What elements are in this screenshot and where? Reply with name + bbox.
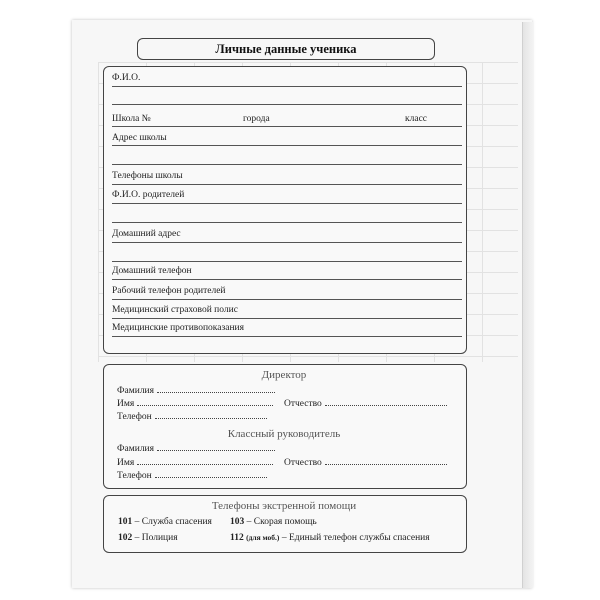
emergency-label: – Скорая помощь <box>246 517 317 527</box>
emergency-note: (для моб.) <box>246 533 280 542</box>
line-parents-work-phone[interactable] <box>112 299 462 300</box>
line-fio-2[interactable] <box>112 104 462 105</box>
emergency-number: 112 <box>230 533 244 543</box>
line-school-address-2[interactable] <box>112 164 462 165</box>
teacher-surname-field[interactable] <box>157 443 275 451</box>
label-fio: Ф.И.О. <box>112 73 141 83</box>
director-phone-field[interactable] <box>155 411 267 419</box>
class-teacher-heading: Классный руководитель <box>227 428 341 440</box>
emergency-label: – Единый телефон службы спасения <box>281 533 430 543</box>
label-school-address: Адрес школы <box>112 133 167 143</box>
teacher-surname-row[interactable] <box>117 443 275 454</box>
director-patronymic-field[interactable] <box>325 398 447 406</box>
teacher-patronymic-field[interactable] <box>325 457 447 465</box>
director-patronymic-label: Отчество <box>284 399 322 409</box>
label-city: города <box>243 114 270 124</box>
paper-edge <box>522 22 533 588</box>
teacher-name-row[interactable] <box>117 457 273 468</box>
label-parents-fio: Ф.И.О. родителей <box>112 190 185 200</box>
teacher-phone-label: Телефон <box>117 471 152 481</box>
line-parents-fio-2[interactable] <box>112 222 462 223</box>
label-school-no: Школа № <box>112 114 151 124</box>
emergency-heading: Телефоны экстренной помощи <box>211 500 357 512</box>
label-grade: класс <box>405 114 428 124</box>
line-school-address[interactable] <box>112 145 462 146</box>
director-surname-field[interactable] <box>157 385 275 393</box>
teacher-patronymic-row[interactable] <box>284 457 447 468</box>
teacher-name-label: Имя <box>117 458 135 468</box>
line-school-phones[interactable] <box>112 184 462 185</box>
emergency-item-103 <box>230 517 317 527</box>
teacher-phone-field[interactable] <box>155 470 267 478</box>
director-surname-row[interactable] <box>117 385 275 396</box>
line-insurance[interactable] <box>112 318 462 319</box>
line-home-address-2[interactable] <box>112 261 462 262</box>
line-parents-fio[interactable] <box>112 203 462 204</box>
label-school-phones: Телефоны школы <box>112 171 183 181</box>
teacher-phone-row[interactable] <box>117 470 267 481</box>
label-contraindications: Медицинские противопоказания <box>112 323 244 333</box>
director-name-field[interactable] <box>137 398 273 406</box>
emergency-item-102 <box>118 533 178 543</box>
label-insurance: Медицинский страховой полис <box>112 305 238 315</box>
director-surname-label: Фамилия <box>117 386 155 396</box>
label-home-phone: Домашний телефон <box>112 266 192 276</box>
teacher-name-field[interactable] <box>137 457 273 465</box>
teacher-surname-label: Фамилия <box>117 444 155 454</box>
emergency-number: 101 <box>118 517 133 527</box>
emergency-number: 103 <box>230 517 245 527</box>
label-home-address: Домашний адрес <box>112 229 181 239</box>
director-phone-label: Телефон <box>117 412 152 422</box>
emergency-number: 102 <box>118 533 133 543</box>
emergency-label: – Служба спасения <box>134 517 212 527</box>
line-school[interactable] <box>112 126 462 127</box>
line-home-address[interactable] <box>112 242 462 243</box>
emergency-item-101 <box>118 517 212 527</box>
label-parents-work-phone: Рабочий телефон родителей <box>112 286 226 296</box>
teacher-patronymic-label: Отчество <box>284 458 322 468</box>
emergency-label: – Полиция <box>134 533 178 543</box>
director-name-row[interactable] <box>117 398 273 409</box>
emergency-item-112 <box>230 533 430 543</box>
director-name-label: Имя <box>117 399 135 409</box>
director-phone-row[interactable] <box>117 411 267 422</box>
line-contraindications[interactable] <box>112 336 462 337</box>
director-patronymic-row[interactable] <box>284 398 447 409</box>
page-title: Личные данные ученика <box>137 38 435 60</box>
line-fio[interactable] <box>112 86 462 87</box>
director-heading: Директор <box>261 369 307 381</box>
line-home-phone[interactable] <box>112 279 462 280</box>
